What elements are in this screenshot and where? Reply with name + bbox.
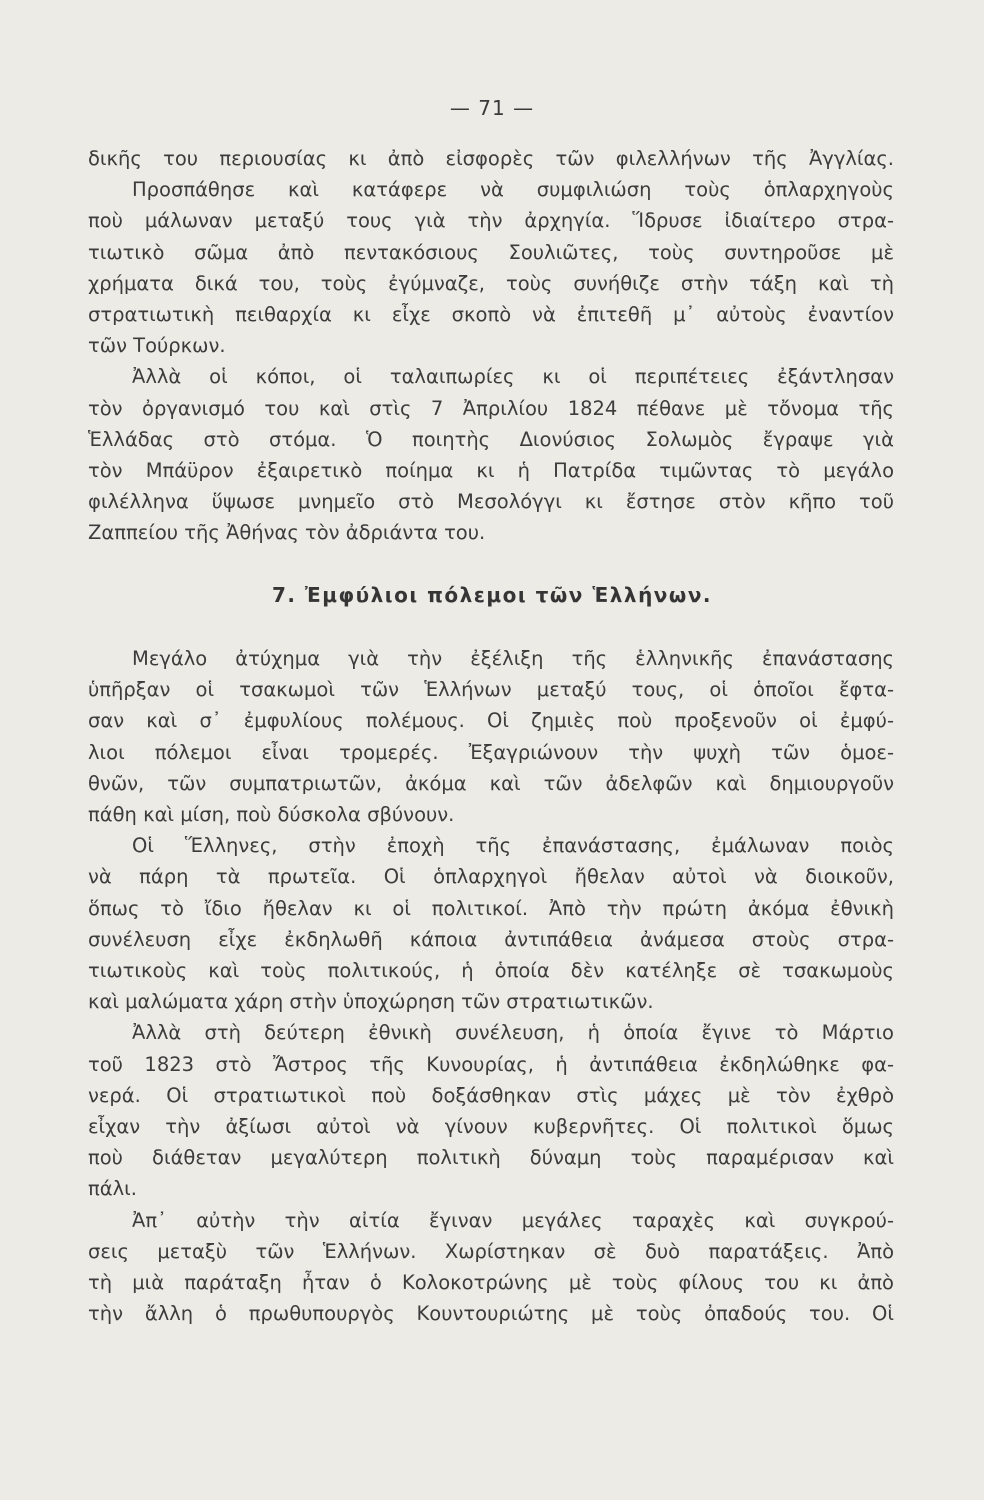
text-line: σεις μεταξὺ τῶν Ἑλλήνων. Χωρίστηκαν σὲ δυὸ παρατάξεις. Ἀπὸ	[88, 1239, 894, 1263]
text-line: συνέλευση εἶχε ἐκδηλωθῆ κάποια ἀντιπάθεια ἀνάμεσα στοὺς στρα-	[88, 927, 894, 951]
text-line: τιωτικὸ σῶμα ἀπὸ πεντακόσιους Σουλιῶτες, τοὺς συντηροῦσε μὲ	[88, 240, 894, 264]
text-line: θνῶν, τῶν συμπατριωτῶν, ἀκόμα καὶ τῶν ἀδελφῶν καὶ δημιουργοῦν	[88, 771, 894, 795]
text-line: στρατιωτικὴ πειθαρχία κι εἶχε σκοπὸ νὰ ἐπιτεθῆ μ᾽ αὐτοὺς ἐναντίον	[88, 303, 894, 327]
text-line: πάθη καὶ μίση, ποὺ δύσκολα σβύνουν.	[88, 803, 455, 827]
text-line: ποὺ διάθεταν μεγαλύτερη πολιτικὴ δύναμη τοὺς παραμέρισαν καὶ	[88, 1146, 894, 1170]
text-line: εἶχαν τὴν ἀξίωσι αὐτοὶ νὰ γίνουν κυβερνῆτες. Οἱ πολιτικοὶ ὅμως	[88, 1115, 894, 1139]
text-line: Ἑλλάδας στὸ στόμα. Ὁ ποιητὴς Διονύσιος Σολωμὸς ἔγραψε γιὰ	[88, 427, 894, 451]
text-line: λιοι πόλεμοι εἶναι τρομερές. Ἐξαγριώνουν τὴν ψυχὴ τῶν ὁμοε-	[88, 740, 894, 764]
section-heading: 7. Ἐμφύλιοι πόλεμοι τῶν Ἑλλήνων.	[271, 583, 713, 607]
text-line: ὅπως τὸ ἴδιο ἤθελαν κι οἱ πολιτικοί. Ἀπὸ τὴν πρώτη ἀκόμα ἐθνικὴ	[88, 896, 894, 920]
text-line: νὰ πάρη τὰ πρωτεῖα. Οἱ ὁπλαρχηγοὶ ἤθελαν αὐτοὶ νὰ διοικοῦν,	[88, 865, 894, 889]
text-line: τῶν Τούρκων.	[88, 334, 226, 358]
text-line: Οἱ Ἕλληνες, στὴν ἐποχὴ τῆς ἐπανάστασης, ἐμάλωναν ποιὸς	[132, 834, 894, 858]
text-block-byron	[88, 143, 894, 549]
text-line: Ἀπ᾽ αὐτὴν τὴν αἰτία ἔγιναν μεγάλες ταραχὲς καὶ συγκρού-	[132, 1208, 894, 1232]
text-line: καὶ μαλώματα χάρη στὴν ὑποχώρηση τῶν στρατιωτικῶν.	[88, 990, 654, 1014]
text-line: τὸν ὀργανισμό του καὶ στὶς 7 Ἀπριλίου 1824 πέθανε μὲ τὄνομα τῆς	[88, 396, 894, 420]
text-line: νερά. Οἱ στρατιωτικοὶ ποὺ δοξάσθηκαν στὶς μάχες μὲ τὸν ἐχθρὸ	[88, 1083, 894, 1107]
text-line: τὸν Μπάϋρον ἐξαιρετικὸ ποίημα κι ἡ Πατρίδα τιμῶντας τὸ μεγάλο	[88, 459, 894, 483]
text-line: φιλέλληνα ὕψωσε μνημεῖο στὸ Μεσολόγγι κι ἔστησε στὸν κῆπο τοῦ	[88, 490, 894, 514]
text-line: Ἀλλὰ οἱ κόποι, οἱ ταλαιπωρίες κι οἱ περιπέτειες ἐξάντλησαν	[132, 365, 894, 389]
text-line: τοῦ 1823 στὸ Ἄστρος τῆς Κυνουρίας, ἡ ἀντιπάθεια ἐκδηλώθηκε φα-	[88, 1052, 894, 1076]
text-line: Προσπάθησε καὶ κατάφερε νὰ συμφιλιώση τοὺς ὁπλαρχηγοὺς	[132, 178, 894, 202]
text-block-civil-wars	[88, 643, 894, 1329]
text-line: Ζαππείου τῆς Ἀθήνας τὸν ἀδριάντα του.	[88, 521, 486, 545]
text-line: σαν καὶ σ᾽ ἐμφυλίους πολέμους. Οἱ ζημιὲς ποὺ προξενοῦν οἱ ἐμφύ-	[88, 709, 894, 733]
text-line: Ἀλλὰ στὴ δεύτερη ἐθνικὴ συνέλευση, ἡ ὁποία ἔγινε τὸ Μάρτιο	[132, 1021, 894, 1045]
text-line: Μεγάλο ἀτύχημα γιὰ τὴν ἐξέλιξη τῆς ἑλληνικῆς ἐπανάστασης	[132, 647, 894, 670]
text-line: πάλι.	[88, 1177, 137, 1201]
text-line: χρήματα δικά του, τοὺς ἐγύμναζε, τοὺς συνήθιζε στὴν τάξη καὶ τὴ	[88, 271, 894, 295]
text-line: τὴ μιὰ παράταξη ἦταν ὁ Κολοκοτρώνης μὲ τοὺς φίλους του κι ἀπὸ	[88, 1271, 894, 1295]
text-line: ὑπῆρξαν οἱ τσακωμοὶ τῶν Ἑλλήνων μεταξύ τους, οἱ ὁποῖοι ἔφτα-	[88, 678, 894, 702]
text-line: τὴν ἄλλη ὁ πρωθυπουργὸς Κουντουριώτης μὲ τοὺς ὀπαδούς του. Οἱ	[88, 1302, 894, 1326]
text-line: ποὺ μάλωναν μεταξύ τους γιὰ τὴν ἀρχηγία. Ἵδρυσε ἰδιαίτερο στρα-	[88, 209, 894, 233]
page-number: — 71 —	[449, 96, 535, 120]
text-line: δικῆς του περιουσίας κι ἀπὸ εἰσφορὲς τῶν φιλελλήνων τῆς Ἀγγλίας.	[88, 147, 894, 170]
text-line: τιωτικοὺς καὶ τοὺς πολιτικούς, ἡ ὁποία δὲν κατέληξε σὲ τσακωμοὺς	[88, 959, 894, 983]
